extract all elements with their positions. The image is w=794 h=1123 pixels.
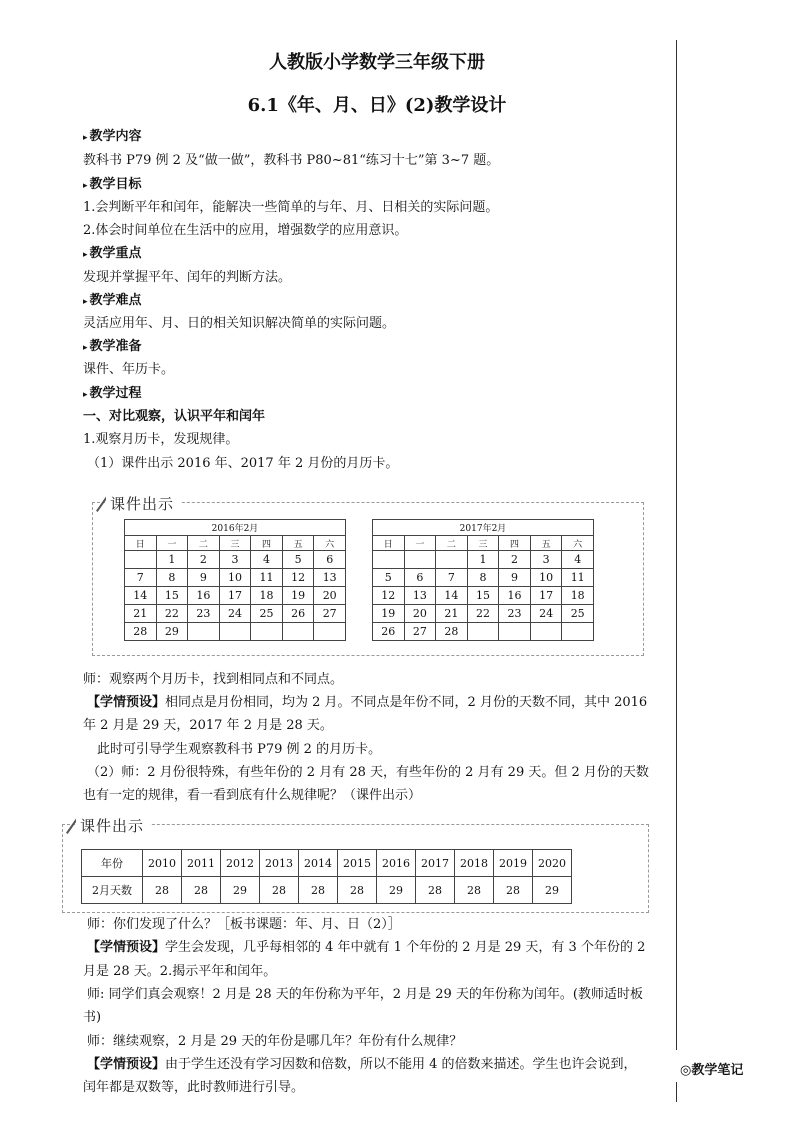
teaching-notes-label: ◎教学笔记	[680, 1063, 744, 1078]
day-cell: 15	[467, 587, 499, 605]
teacher-line-2: 师：你们发现了什么？［板书课题：年、月、日（2）］	[87, 917, 401, 932]
document-title: 人教版小学数学三年级下册	[269, 52, 485, 73]
goal-2: 2.体会时间单位在生活中的应用，增强数学的应用意识。	[83, 223, 408, 238]
preset-tag: 【学情预设】	[87, 1057, 166, 1072]
year-cell: 2015	[338, 850, 377, 877]
day-cell: 4	[251, 551, 283, 569]
weekday-cell: 四	[499, 536, 531, 551]
triangle-bullet-icon: ▸	[83, 390, 88, 400]
day-cell: 28	[125, 623, 157, 641]
teacher-line-4: 师：继续观察，2 月是 29 天的年份是哪几年？年份有什么规律？	[87, 1034, 463, 1049]
day-cell: 16	[188, 587, 220, 605]
margin-divider	[676, 40, 677, 1050]
day-cell: 20	[404, 605, 436, 623]
day-cell	[436, 551, 468, 569]
day-cell: 29	[156, 623, 188, 641]
day-cell: 22	[156, 605, 188, 623]
day-cell: 19	[373, 605, 405, 623]
year-row	[82, 850, 572, 877]
day-cell: 14	[125, 587, 157, 605]
row-label: 2月天数	[82, 877, 143, 904]
weekday-cell: 一	[156, 536, 188, 551]
day-cell: 17	[219, 587, 251, 605]
calendar-week-row	[373, 551, 594, 569]
weekday-cell: 日	[373, 536, 405, 551]
teacher-line-3a: 师: 同学们真会观察！2 月是 28 天的年份称为平年，2 月是 29 天的年份称为闰年。(教师适时板	[87, 987, 644, 1002]
day-cell: 14	[436, 587, 468, 605]
day-cell	[467, 623, 499, 641]
day-cell: 3	[219, 551, 251, 569]
days-cell: 29	[377, 877, 416, 904]
section-heading-difficulty: ▸ 教学难点	[83, 293, 142, 308]
row-label: 年份	[82, 850, 143, 877]
calendar-week-row	[373, 605, 594, 623]
year-days-table	[81, 849, 572, 904]
year-cell: 2019	[494, 850, 533, 877]
calendar-week-row	[125, 569, 346, 587]
calendar-title: 2017年2月	[373, 520, 594, 536]
days-cell: 28	[260, 877, 299, 904]
step-1-2-line-a: （2）师：2 月份很特殊，有些年份的 2 月有 28 天，有些年份的 2 月有 29 天。但 2 月份的天数	[87, 765, 649, 780]
day-cell: 13	[404, 587, 436, 605]
day-cell: 6	[404, 569, 436, 587]
day-cell	[251, 623, 283, 641]
day-cell: 6	[314, 551, 346, 569]
preset-2-line-a: 【学情预设】学生会发现，几乎每相邻的 4 年中就有 1 个年份的 2 月是 29 天，有 3 个年份的 2	[87, 940, 646, 955]
day-cell: 13	[314, 569, 346, 587]
day-cell: 23	[499, 605, 531, 623]
triangle-bullet-icon: ▸	[83, 133, 88, 143]
step-1-2-line-b: 也有一定的规律，看一看到底有什么规律呢？（课件出示）	[83, 788, 422, 803]
day-cell: 1	[156, 551, 188, 569]
day-cell: 18	[251, 587, 283, 605]
day-cell: 7	[125, 569, 157, 587]
section-heading-preparation: ▸ 教学准备	[83, 339, 142, 354]
day-cell	[562, 623, 594, 641]
day-cell: 17	[530, 587, 562, 605]
year-cell: 2014	[299, 850, 338, 877]
day-cell: 11	[251, 569, 283, 587]
preset-3-line-a: 【学情预设】由于学生还没有学习因数和倍数，所以不能用 4 的倍数来描述。学生也许会说到，	[87, 1057, 637, 1072]
weekday-cell: 日	[125, 536, 157, 551]
guide-line: 此时可引导学生观察教科书 P79 例 2 的月历卡。	[97, 742, 382, 757]
calendar-title: 2016年2月	[125, 520, 346, 536]
preset-3-line-b: 闰年都是双数等，此时教师进行引导。	[83, 1080, 305, 1095]
day-cell: 22	[467, 605, 499, 623]
calendar-2017-feb	[372, 519, 594, 641]
courseware-label: 课件出示	[76, 815, 150, 836]
day-cell: 15	[156, 587, 188, 605]
day-cell: 27	[314, 605, 346, 623]
teacher-line-1: 师：观察两个月历卡，找到相同点和不同点。	[83, 672, 344, 687]
weekday-cell: 四	[251, 536, 283, 551]
days-cell: 28	[494, 877, 533, 904]
year-cell: 2012	[221, 850, 260, 877]
margin-divider-lower	[676, 1082, 677, 1102]
day-cell: 24	[219, 605, 251, 623]
year-cell: 2016	[377, 850, 416, 877]
day-cell: 23	[188, 605, 220, 623]
year-cell: 2013	[260, 850, 299, 877]
day-cell: 10	[530, 569, 562, 587]
year-cell: 2010	[143, 850, 182, 877]
calendar-week-row	[373, 623, 594, 641]
day-cell	[314, 623, 346, 641]
days-cell: 28	[338, 877, 377, 904]
day-cell: 12	[282, 569, 314, 587]
day-cell: 20	[314, 587, 346, 605]
triangle-bullet-icon: ▸	[83, 181, 88, 191]
day-cell	[188, 623, 220, 641]
day-cell	[499, 623, 531, 641]
day-cell: 18	[562, 587, 594, 605]
day-cell	[282, 623, 314, 641]
day-cell: 5	[282, 551, 314, 569]
days-cell: 29	[533, 877, 572, 904]
day-cell: 27	[404, 623, 436, 641]
step-1: 1.观察月历卡，发现规律。	[83, 432, 239, 447]
calendar-week-row	[125, 587, 346, 605]
day-cell: 24	[530, 605, 562, 623]
section-heading-goals: ▸ 教学目标	[83, 177, 142, 192]
day-cell: 21	[436, 605, 468, 623]
year-cell: 2020	[533, 850, 572, 877]
preset-tag: 【学情预设】	[87, 940, 166, 955]
days-cell: 29	[221, 877, 260, 904]
day-cell: 8	[467, 569, 499, 587]
key-text: 发现并掌握平年、闰年的判断方法。	[83, 270, 292, 285]
calendar-2016-feb	[124, 519, 346, 641]
weekday-cell: 五	[530, 536, 562, 551]
days-cell: 28	[455, 877, 494, 904]
day-cell: 26	[282, 605, 314, 623]
day-cell	[404, 551, 436, 569]
days-cell: 28	[143, 877, 182, 904]
weekday-cell: 六	[562, 536, 594, 551]
day-cell: 21	[125, 605, 157, 623]
day-cell: 7	[436, 569, 468, 587]
day-cell: 2	[499, 551, 531, 569]
day-cell	[373, 551, 405, 569]
weekday-cell: 六	[314, 536, 346, 551]
day-cell	[530, 623, 562, 641]
day-cell: 16	[499, 587, 531, 605]
day-cell: 4	[562, 551, 594, 569]
weekday-cell: 五	[282, 536, 314, 551]
preset-1-line-b: 年 2 月是 29 天，2017 年 2 月是 28 天。	[83, 718, 333, 733]
days-cell: 28	[299, 877, 338, 904]
day-cell: 9	[499, 569, 531, 587]
weekday-cell: 三	[467, 536, 499, 551]
year-cell: 2018	[455, 850, 494, 877]
year-cell: 2011	[182, 850, 221, 877]
days-cell: 28	[416, 877, 455, 904]
day-cell: 1	[467, 551, 499, 569]
triangle-bullet-icon: ▸	[83, 250, 88, 260]
triangle-bullet-icon: ▸	[83, 297, 88, 307]
day-cell: 11	[562, 569, 594, 587]
weekday-cell: 一	[404, 536, 436, 551]
document-subtitle: 6.1《年、月、日》(2)教学设计	[247, 95, 507, 116]
days-row	[82, 877, 572, 904]
day-cell: 12	[373, 587, 405, 605]
goal-1: 1.会判断平年和闰年，能解决一些简单的与年、月、日相关的实际问题。	[83, 200, 499, 215]
year-cell: 2017	[416, 850, 455, 877]
section-heading-process: ▸ 教学过程	[83, 386, 142, 401]
part1-heading: 一、对比观察，认识平年和闰年	[83, 409, 266, 424]
step-1-1: （1）课件出示 2016 年、2017 年 2 月份的月历卡。	[87, 456, 399, 471]
day-cell: 19	[282, 587, 314, 605]
day-cell	[219, 623, 251, 641]
day-cell: 26	[373, 623, 405, 641]
day-cell: 3	[530, 551, 562, 569]
weekday-cell: 三	[219, 536, 251, 551]
day-cell: 10	[219, 569, 251, 587]
day-cell: 8	[156, 569, 188, 587]
day-cell: 2	[188, 551, 220, 569]
calendar-week-row	[125, 623, 346, 641]
calendar-week-row	[125, 605, 346, 623]
day-cell: 9	[188, 569, 220, 587]
difficulty-text: 灵活应用年、月、日的相关知识解决简单的实际问题。	[83, 316, 396, 331]
section-heading-content: ▸ 教学内容	[83, 129, 142, 144]
triangle-bullet-icon: ▸	[83, 343, 88, 353]
day-cell: 5	[373, 569, 405, 587]
calendar-week-row	[125, 551, 346, 569]
preset-1-line-a: 【学情预设】相同点是月份相同，均为 2 月。不同点是年份不同，2 月份的天数不同，其中 2016	[87, 695, 648, 710]
preset-tag: 【学情预设】	[87, 695, 166, 710]
day-cell	[125, 551, 157, 569]
preparation-text: 课件、年历卡。	[83, 362, 175, 377]
content-text: 教科书 P79 例 2 及“做一做”，教科书 P80~81“练习十七”第 3~7 题。	[83, 153, 500, 168]
calendar-week-row	[373, 569, 594, 587]
section-heading-key: ▸ 教学重点	[83, 246, 142, 261]
preset-2-line-b: 月是 28 天。2.揭示平年和闰年。	[83, 964, 277, 979]
day-cell: 25	[562, 605, 594, 623]
teacher-line-3b: 书)	[83, 1010, 102, 1025]
weekday-cell: 二	[436, 536, 468, 551]
days-cell: 28	[182, 877, 221, 904]
calendar-week-row	[373, 587, 594, 605]
weekday-cell: 二	[188, 536, 220, 551]
courseware-label: 课件出示	[106, 493, 180, 514]
day-cell: 25	[251, 605, 283, 623]
day-cell: 28	[436, 623, 468, 641]
